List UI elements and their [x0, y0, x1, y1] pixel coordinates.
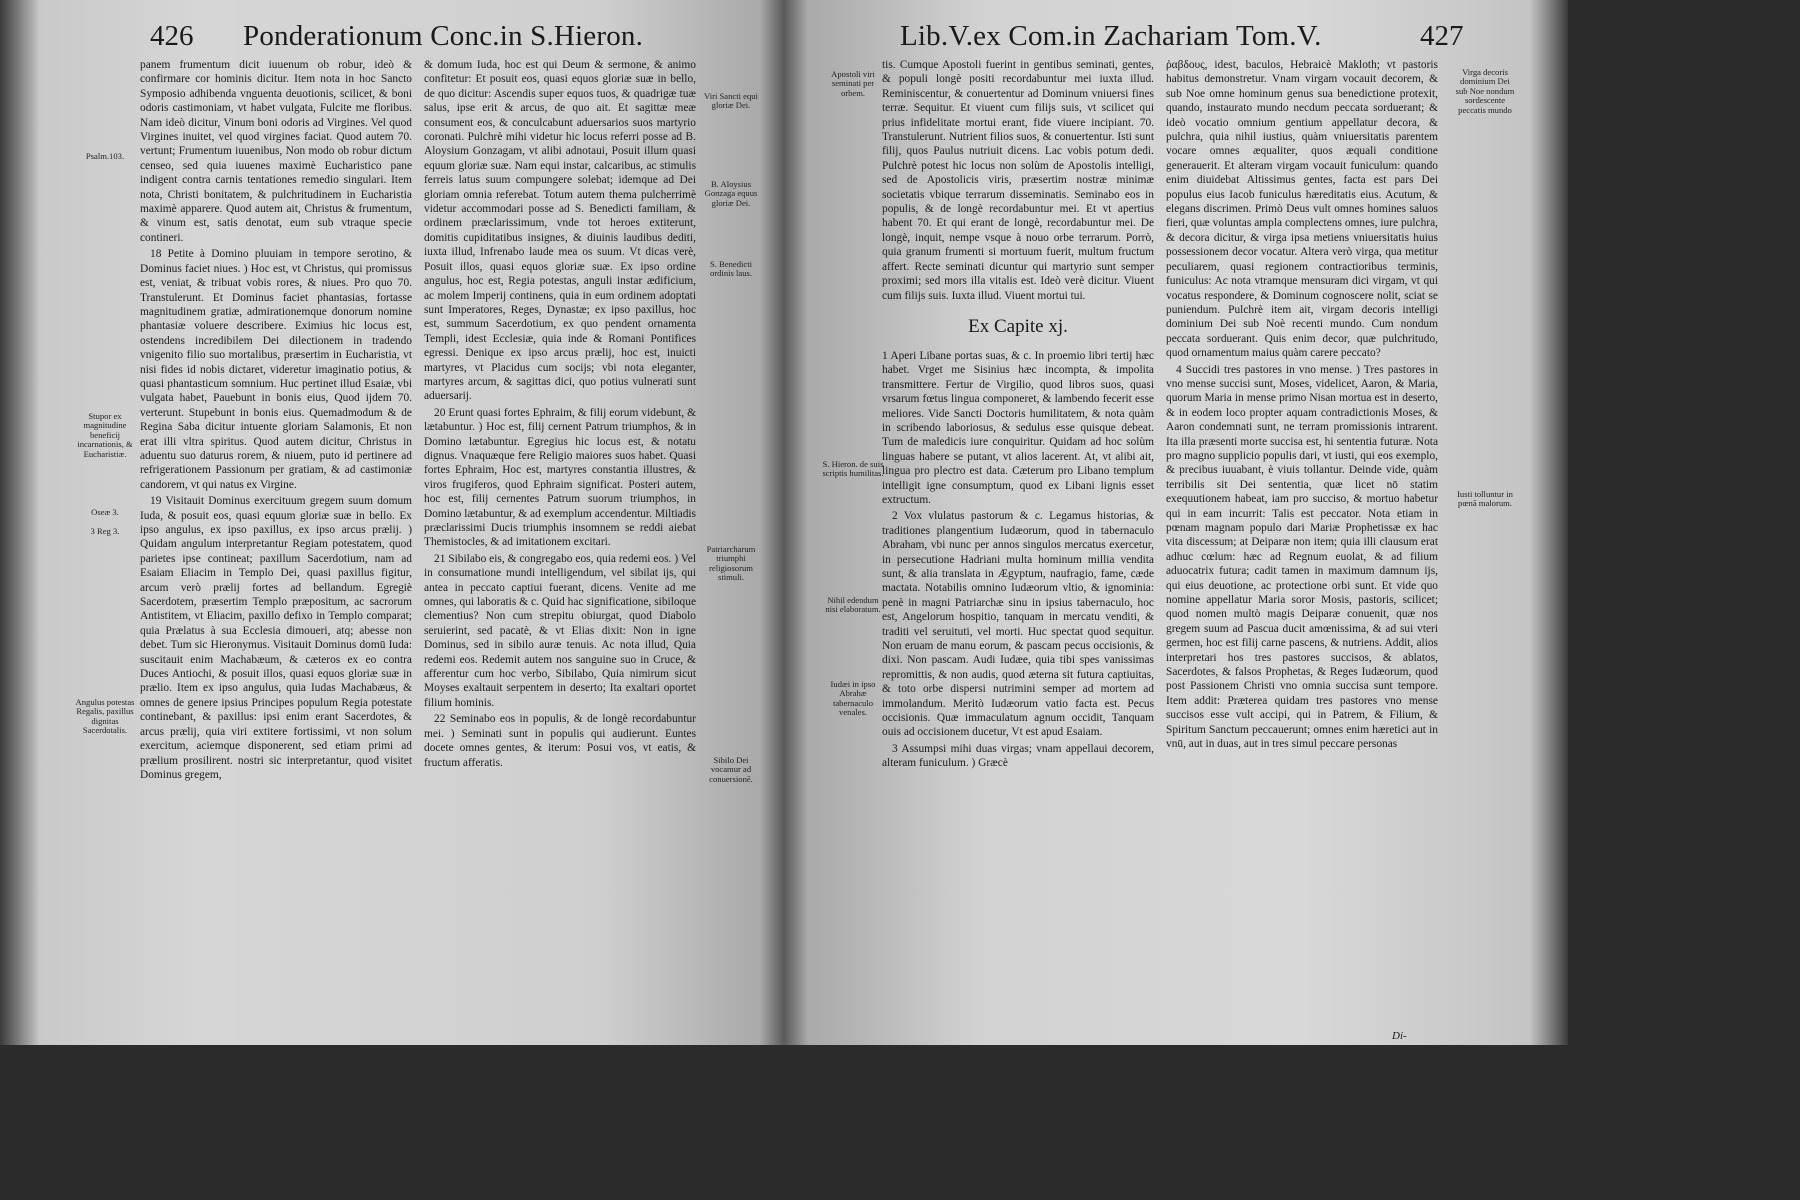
paragraph: ῥαβδους, idest, baculos, Hebraicè Makloth; vt pastoris habitus demonstretur. Vnam virgam vocauit decorem, & sub Noe omne hominum genus sua benedictione protexit, quando, instaurato mundo necdum peccata sorduerant; & ideò vocatio omnium gentium appellatur decora, & pulchra, quia nihil iustius, quàm vniuersitatis parentem vocare omnes æqualiter, quos æquali conditione generauerit. Et alteram virgam vocauit funiculum: quando enim diuidebat Altissimus gentes, facta est pars Dei populus eius Iacob funiculus hæreditatis eius. Acutum, & elegans discrimen. Primò Deus vult omnes homines saluos fieri, quæ voluntas ampla complectens omnes, iure pulchra, & decora dicitur, & virga ipsa metiens vniuersitatis huius possessionem decor vocatur. Altera verò virga, qua metitur peculiarem, quasi regionem contractioribus terminis, funiculus: Ac nota vtramque mensuram dici virgam, vt qui vocatus respondere, & Dominum cognoscere nolit, sciat se puniendum. Pulchrè item ait, virgam decoris intelligi dominium Dei sub Noè recenti mundo. Cum nondum peccata sorduerant. Quis enim decor, quæ pulchritudo, quod ornamentum maius quàm carere peccato?	[1166, 59, 1438, 360]
catchword: Di-	[1392, 1030, 1407, 1042]
page-number: 426	[150, 20, 194, 52]
section-title: Ex Capite xj.	[968, 315, 1068, 337]
text-column-right	[1166, 58, 1438, 988]
margin-note: Oseæ 3.	[91, 507, 119, 517]
margin-note: Iudæi in ipso Abrahæ tabernaculo venales.	[830, 679, 876, 718]
running-head: Lib.V.ex Com.in Zachariam Tom.V.	[900, 20, 1322, 52]
paragraph: 4 Succidi tres pastores in vno mense. ) Tres pastores in vno mense succisi sunt, Moses, videlicet, Aaron, & Maria, quorum Maria in mense primo Nisan mortua est in deserto, & in eodem loco propter aquam contradictionis Moses, & Aaron condemnati sunt, ne terram promissionis intrarent. Ita illa præsenti morte succisa est, hi sententia futuræ. Nota pro magno supplicio populis dari, vt iusti, qui eos exemplo, & precibus iuuabant, è viuis tollantur. Deinde vide, quàm terribilis sit Dei sententia, quæ licet nō statim exequutionem habeat, iam pro succiso, & mortuo habetur qui in eam incurrit: Talis est peccator. Nota etiam in pœnam magnam populo dari Mariæ Prophetissæ ex hac vita discessum; at Deiparæ non item; quia illi clausum erat adhuc cœlum: hæc ad Regnum euolat, & ad filium aduocatrix futura; cadit tamen in maximum damnum ijs, qui eius deuotione, ac protectione orbi sunt. Et vide quo nomine appellatur Maria soror Mosis, pastoris, scilicet; quod nomen multò magis Deiparæ conuenit, quæ nos gregem suum ad Pascua ducit amœnissima, & ad sui vteri germen, hoc est filij carne pascens, & nutriens. Addit, alios interpretari hos tres pastores succisos, & ablatos, Sacerdotes, & falsos Prophetas, & Reges Iudæorum, quod post Passionem Christi vno omnia succisa sunt tempore. Item addit: Præterea quidam tres pastores vno mense succisos esse vult accipi, qui in Patrem, & Filium, & Spiritum Sanctum peccauerunt; omnes enim hæretici aut in vnū, aut in duas, aut in tres simul peccare personas	[1166, 363, 1438, 751]
paragraph: 2 Vox vlulatus pastorum & c. Legamus historias, & traditiones plangentium Iudæorum, quod in tabernaculo Abraham, vbi nunc per annos singulos mercatus exercetur, in persecutione Hadriani multa hominum millia vendita sunt, & alia translata in Ægyptum, naufragio, fame, cæde mactata. Notabilis omnino Iudæorum vltio, & ignominia: penè in magni Patriarchæ sinu in ipsius tabernaculo, hoc est, Angelorum hospitio, tanquam in mercatu venditi, & traditi vel seruituti, vel morti. Huc spectat quod sequitur. Non eruam de manu eorum, & pascam pecus occisionis, & dixi. Non pascam. Audi Iudæe, quia tibi spes vanissimas repromittis, & non audis, quod æterna sit futura captiuitas, & toto orbe dispersi nutrimini semper ad mortem ad immolandum. Meritò Iudæorum vatio facta est. Pecus occisionis. Quæ immaculatum agnum occidit, Tanquam ouis ad occisionem ducetur, Vt est apud Esaiam.	[882, 510, 1154, 739]
margin-note: S. Hieron. de suis scriptis humilitas.	[822, 459, 884, 479]
right-page	[784, 0, 1568, 1045]
margin-note: Nihil edendum nisi elaboratum.	[825, 595, 881, 615]
margin-note: Angulus potestas Regalis, paxillus dignitas Sacerdotalis.	[75, 697, 135, 736]
paragraph: & domum Iuda, hoc est qui Deum & sermone, & animo confitetur: Et posuit eos, quasi equos gloriæ suæ in bello, de quo dicitur: Ascendis super equos tuos, & quadrigæ tuæ salus, ipse erit & arcus, de quo ait. Et sagittæ meæ consument eos, & conculcabunt aduersarios suos martyrio coronati. Pulchrè mihi videtur hic locus referri posse ad B. Aloysium Gonzagam, vt alibi adnotaui, Posuit illum quasi equum gloriæ suæ. Nam equi instar, calcaribus, ac stimulis ferreis latus suum compungere solebat; idemque ad Dei gloriam omnia referebat. Totum autem thema pulcherrimè videtur accommodari posse ad S. Benedicti familiam, & ordinem præclarissimum, vnde tot heroes extiterunt, domitis cupiditatibus insignes, & diuinis laudibus dediti, iuxta illud, Infrenabo laude mea os suum. Vt dicas verè, Posuit illos, quasi equos gloriæ suæ. Ex ipso ordine angulus, hoc est, Regia potestas, anguli instar ædificium, ac molem Imperij continens, quia in eum ordinem adoptati sunt Imperatores, Reges, Dynastæ; ex ipso paxillus, hoc est, summum Sacerdotium, ex quo pendent ornamenta Templi, idest Ecclesiæ, quia inde & Romani Pontifices egressi. Denique ex ipso arcus prælij, hoc est, inuicti martyres, vt Placidus cum socijs; vbi nota eleganter, martyres arcum, & sagittas dici, quo potius vulnerati sunt aduersarij.	[424, 59, 696, 403]
paragraph: 21 Sibilabo eis, & congregabo eos, quia redemi eos. ) Vel in consumatione mundi intelligendum, vel sibilat ijs, qui antea in peccato captiui fuerant, dicens. Venite ad me omnes, qui laboratis & c. Quid hac significatione, sibiloque clementius? Non cum strepitu obiurgat, quod Diabolo seruierint, sed pacatè, & vt Elias dixit: Non in igne Dominus, sed in sibilo auræ tenuis. Ac nota illud, Quia redemi eos. Redemit autem nos sanguine suo in Cruce, & afferentur cum hoc verbo, Sibilabo, Quia nimirum sicut Moyses exaltauit serpentem in deserto; Ita exaltari oportet filium hominis.	[424, 552, 696, 709]
paragraph: tis. Cumque Apostoli fuerint in gentibus seminati, gentes, & populi longè positi recordabuntur mei iuxta illud. Reminiscentur, & conuertentur ad Dominum vniuersi fines terræ. Sequitur. Et viuent cum filijs suis, vt scilicet qui prius infidelitate mortui erant, fide viuere incipiant. 70. Transtulerunt. Nutrient filios suos, & conuertentur. Isti sunt filij, quos Paulus nutriuit dicens. Lac vobis potum dedi. Pulchrè potest hic locus non solùm de Apostolis intelligi, sed de Apostolicis viris, præsertim nostræ minimæ societatis vbique terrarum disseminatis. Seminabo eos in populis, & de longè recordabuntur mei. Et vt apertius habent 70. Et qui erant de longè, recordabuntur mei. De longè, inquit, nempe vsque à nouo orbe terrarum. Porrò, quia granum frumenti si mortuum fuerit, multum fructum affert. Recte seminati dicuntur qui martyrio sunt semper proximi; sed mors illa vitalis est. Ideò verè dicitur. Viuent cum filijs suis. Iuxta illud. Viuent mortui tui.	[882, 59, 1154, 302]
margin-note: 3 Reg 3.	[90, 526, 120, 536]
margin-note: Viri Sancti equi gloriæ Dei.	[704, 91, 758, 111]
margin-note: Sibilo Dei vocamur ad conuersionē.	[709, 755, 753, 784]
margin-note: Virga decoris dominium Dei sub Noe nondum sordescente peccatis mundo	[1455, 67, 1515, 115]
paragraph: 20 Erunt quasi fortes Ephraim, & filij eorum videbunt, & lætabuntur. ) Hoc est, filij cernent Patrum triumphos, & in Domino lætabuntur. Egregius hic locus est, & notatu dignus. Vnaquæque fere Religio maiores suos habet. Quasi fortes Ephraim, Hoc est, martyres constantia illustres, & viros frugiferos, quod Ephraim significat. Posteri autem, hoc est, filij cernentes Patrum suorum triumphos, in Domino lætabuntur, & ad exemplum accendentur. Miltiadis præclarissimi Ducis triumphis insomnem se reddi aiebat Themistocles, & ad imitationem excitari.	[424, 406, 696, 549]
paragraph: 19 Visitauit Dominus exercituum gregem suum domum Iuda, & posuit eos, quasi equum gloriæ suæ in bello. Ex ipso angulus, ex ipso paxillus, ex ipso arcus prælij. ) Quidam angulum interpretantur Regiam potestatem, quod parietes ipse contineat; paxillum Sacerdotium, nam ad Esaiam Eliacim in Templo Dei, quasi paxillus figitur, arcum verò prælij fortes ad bellandum. Egregiè Sacerdotem, præsertim Templo præpositum, ac sacrorum Antistitem, vt Eliacim, paxillo defixo in Templo comparat; quia Prælatus à sua Ecclesia dimoueri, atq; abesse non debet. Tum sic Hieronymus. Visitauit Dominus domū Iuda: suscitauit enim Machabæum, & cæteros ex eo contra Duces Antiochi, & posuit illos, quasi equos gloriæ suæ in prælio. Item ex ipso angulus, quia Iudas Machabæus, & omnes de genere ipsius Principes populum Regia potestate continebant, & paxillus: ipsi enim erant Sacerdotes, & arcus prælij, quia viri extitere fortissimi, vt non solum exercitum, aciemque disponerent, sed etiam primi ad prælium prosilirent. nostri sic interpretantur, quod visitet Dominus gregem,	[140, 495, 412, 781]
margin-note: Psalm.103.	[85, 151, 125, 161]
margin-note: S. Benedicti ordinis laus.	[709, 259, 752, 279]
left-page	[0, 0, 784, 1045]
text-column-right	[424, 58, 696, 988]
page-number: 427	[1420, 20, 1464, 52]
margin-note: Stupor ex magnitudine beneficij incarnationis, & Eucharistiæ.	[77, 411, 133, 459]
text-column-left	[140, 58, 412, 988]
margin-note: Iusti tolluntur in pœnā malorum.	[1457, 489, 1513, 509]
paragraph: 3 Assumpsi mihi duas virgas; vnam appellaui decorem, alteram funiculum. ) Græcè	[882, 742, 1154, 770]
paragraph: 18 Petite à Domino pluuiam in tempore serotino, & Dominus faciet niues. ) Hoc est, vt Christus, qui promissus est, veniat, & tribuat vobis rores, & niues. Pro quo 70. Transtulerunt. Et Dominus faciet phantasias, fortasse magnitudinem gratiæ, admirationemque donorum nomine phantasiæ voluere describere. Eximius hic locus est, ostendens incredibilem Dei dilectionem in tradendo vnigenito filio suo mortalibus, præsertim in Eucharistia, vt nisi fides id nobis dictaret, videretur imaginatio potius, & quasi phantasticum somnium. Huc pertinet illud Esaiæ, vbi vulgata habet, Pauebunt in bonis eius, Quod ijdem 70. verterunt. Stupebunt in bonis eius. Quemadmodum & de Regina Saba dicitur intuente gloriam Salamonis, Et non erat illi vltra spiritus. Quod autem dicitur, Christus in aduentu suo daturus rorem, & niuem, puto id pertinere ad refrigerationem Passionum per gratiam, & ad castimoniæ candorem, vt qui natus ex Virgine.	[140, 248, 412, 491]
running-head: Ponderationum Conc.in S.Hieron.	[243, 20, 644, 52]
margin-note: Apostoli viri seminati per orbem.	[831, 69, 875, 98]
paragraph: 1 Aperi Libane portas suas, & c. In proemio libri tertij hæc habet. Vrget me Sisinius hæc incompta, & impolita transmittere. Fertur de Virgilio, quod libros suos, quasi vrsarum fœtus lingua componeret, & lambendo fecerit esse meliores. Vide Sancti Doctoris humilitatem, & nota quàm in scribendo laboriosus, & sedulus esse quisque debeat. Tum de maledicis iure conquiritur. Quidam ad hoc solùm linguas habere se putant, vt alios lacerent. At, vt alibi ait, lingua pro plectro est data. Cæterum pro Libano templum intelligit igne consumptum, quod ex Libani lignis esset extructum.	[882, 349, 1154, 506]
margin-note: Patriarcharum triumphi religiosorum stimuli.	[706, 544, 756, 583]
text-column-left	[882, 58, 1154, 988]
margin-note: B. Aloysius Gonzaga equus gloriæ Dei.	[704, 179, 758, 208]
paragraph: panem frumentum dicit iuuenum ob robur, ideò & confirmare cor hominis dicitur. Item nota in hoc Sancto Symposio adhibenda vnguenta deuotionis, scilicet, & boni odoris castimoniam, vt habet vulgata, Fulcite me floribus. Nam ideò dicitur, Vinum boni odoris ad Virgines. Vel quod Virgines inuitet, vel quod virgines faciat. Quod autem 70. vertunt; Frumentum iuuenibus, Non modo ob robur dictum censeo, sed quia iuuenes maximè Eucharistico pane indigent contra carnis tentationes remedio singulari. Item nota, Christi bonitatem, & pulchritudinem in Eucharistia maximè apparere. Quod autem ait, Christus & frumentum, & vinum est, satis denotat, eum sub vtraque specie contineri.	[140, 59, 412, 244]
paragraph: 22 Seminabo eos in populis, & de longè recordabuntur mei. ) Seminati sunt in populis qui audierunt. Euntes docete omnes gentes, & iterum: Posui vos, vt eatis, & fructum afferatis.	[424, 713, 696, 769]
